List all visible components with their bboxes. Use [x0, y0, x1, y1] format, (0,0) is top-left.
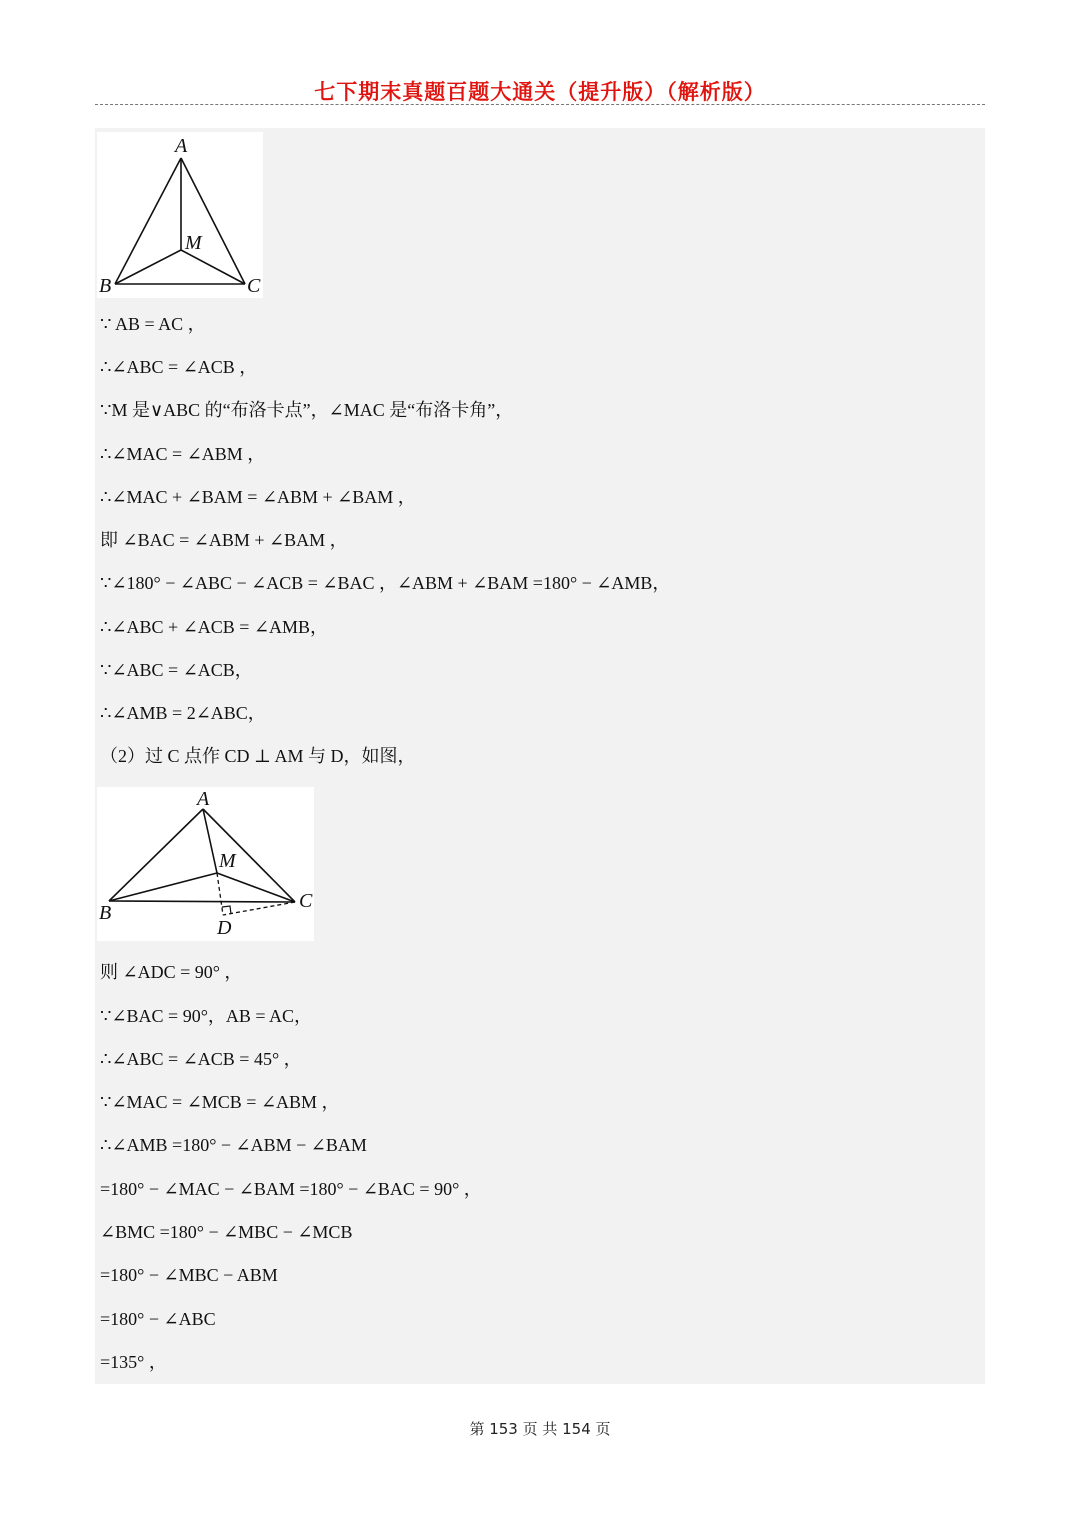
solution-line: =135° ，	[100, 1352, 167, 1372]
solution-line: ∵M 是∨ABC 的“布洛卡点”，∠MAC 是“布洛卡角”，	[100, 400, 514, 420]
solution-line: =180° − ∠ABC	[100, 1309, 216, 1329]
segment-am	[203, 809, 217, 873]
solution-line: 则 ∠ADC = 90° ，	[100, 962, 243, 982]
solution-line: 即 ∠BAC = ∠ABM + ∠BAM ，	[100, 530, 348, 550]
triangle-diagram-1	[97, 132, 263, 298]
segment-bm	[109, 873, 217, 901]
segment-ab	[115, 158, 181, 284]
segment-ab	[109, 809, 203, 901]
triangle-figure-2	[97, 787, 314, 941]
solution-line: ∴∠ABC = ∠ACB = 45° ，	[100, 1049, 302, 1069]
label-a: A	[175, 135, 188, 157]
solution-line: ∴∠AMB = 2∠ABC，	[100, 703, 266, 723]
solution-content	[95, 128, 985, 1384]
solution-line: =180° − ∠MBC − ABM	[100, 1265, 278, 1285]
header-divider	[95, 104, 985, 105]
label-b: B	[99, 275, 112, 297]
solution-line: ∵∠BAC = 90°，AB = AC，	[100, 1006, 313, 1026]
solution-line: ∴∠ABC = ∠ACB ，	[100, 357, 258, 377]
segment-md-dashed	[217, 873, 223, 915]
solution-line: ∴∠MAC + ∠BAM = ∠ABM + ∠BAM ，	[100, 487, 416, 507]
solution-line: ∴∠AMB =180° − ∠ABM − ∠BAM	[100, 1135, 367, 1155]
label-d: D	[217, 917, 232, 939]
label-m: M	[219, 850, 236, 872]
page-footer: 第 153 页 共 154 页	[469, 1420, 611, 1438]
solution-line: ∴∠MAC = ∠ABM ，	[100, 444, 266, 464]
solution-line: ∵ AB = AC ，	[100, 314, 206, 334]
solution-line: ∵∠ABC = ∠ACB，	[100, 660, 253, 680]
triangle-diagram-2	[97, 787, 314, 941]
label-c: C	[299, 890, 313, 912]
solution-line: ∵∠180° − ∠ABC − ∠ACB = ∠BAC ，∠ABM + ∠BAM =180° − ∠AMB，	[100, 573, 671, 593]
segment-cd-dashed	[223, 902, 295, 915]
solution-line: ∠BMC =180° − ∠MBC − ∠MCB	[100, 1222, 353, 1242]
segment-ac	[203, 809, 295, 902]
label-m: M	[185, 232, 202, 254]
label-a: A	[197, 788, 210, 810]
segment-cm	[181, 250, 245, 284]
solution-line: =180° − ∠MAC − ∠BAM =180° − ∠BAC = 90° ，	[100, 1179, 482, 1199]
segment-bm	[115, 250, 181, 284]
segment-bc	[109, 901, 295, 902]
solution-line: ∴∠ABC + ∠ACB = ∠AMB，	[100, 617, 329, 637]
label-b: B	[99, 902, 112, 924]
segment-cm	[217, 873, 295, 902]
label-c: C	[247, 275, 261, 297]
right-angle-mark	[222, 906, 231, 914]
segment-ac	[181, 158, 245, 284]
solution-line: ∵∠MAC = ∠MCB = ∠ABM ，	[100, 1092, 340, 1112]
triangle-figure-1	[97, 132, 263, 298]
page-header-title: 七下期末真题百题大通关（提升版）（解析版）	[314, 80, 766, 104]
solution-line: （2）过 C 点作 CD ⊥ AM 与 D，如图，	[100, 746, 416, 766]
